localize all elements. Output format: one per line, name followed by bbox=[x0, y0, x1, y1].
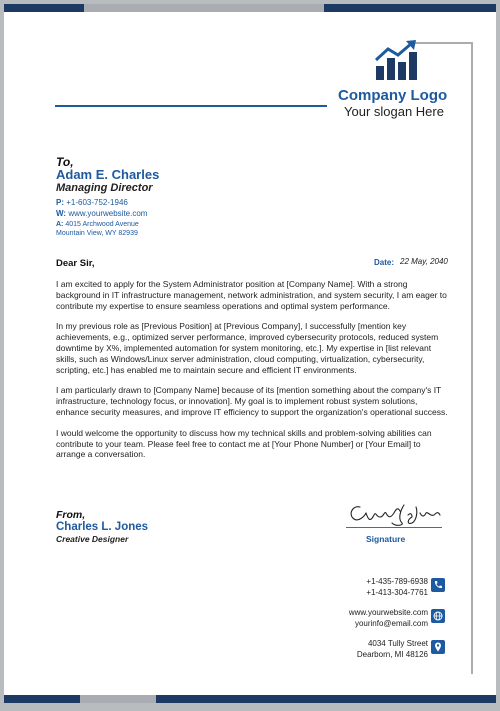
company-logo-name: Company Logo bbox=[338, 87, 448, 104]
recipient-address: A: 4015 Archwood Avenue Mountain View, WY 82939 bbox=[56, 221, 139, 237]
recipient-name: Adam E. Charles bbox=[56, 167, 160, 182]
frame-line-vertical bbox=[471, 42, 473, 674]
closing: From, bbox=[56, 509, 86, 521]
bar-chart-trend-icon bbox=[374, 40, 418, 87]
bottom-color-bar bbox=[4, 695, 496, 703]
top-color-bar bbox=[4, 4, 496, 12]
recipient-phone: P: +1-603-752-1946 bbox=[56, 198, 128, 207]
contact-email: yourinfo@email.com bbox=[354, 619, 428, 628]
contact-address bbox=[357, 638, 428, 660]
frame-line-horizontal bbox=[414, 42, 473, 44]
sender-name: Charles L. Jones bbox=[56, 521, 149, 533]
letterhead-page bbox=[4, 4, 496, 703]
contact-website: www.yourwebsite.com bbox=[348, 608, 428, 617]
body-paragraph: I would welcome the opportunity to discuss how my technical skills and problem-solving abilities can contribute to your team. Please feel free to contact me at [Your Phone Number] or [Your Email] to arrange a conversation. bbox=[56, 427, 432, 460]
body-paragraph: I am excited to apply for the System Administrator position at [Company Name]. With a strong background in IT infrastructure management, network administration, and system security, I am eager to contribute my expertise to ensure seamless operations and optimal system performance. bbox=[56, 279, 447, 311]
contact-address-line2: Dearborn, MI 48126 bbox=[356, 650, 428, 659]
body-paragraph: I am particularly drawn to [Company Name] because of its [mention something about the company's IT infrastructure, technology focus, or innovation]. My goal is to implement robust system solutions, enhance security measures, and improve IT efficiency to support the organization's operational success. bbox=[56, 385, 448, 417]
date-label: Date: bbox=[374, 258, 395, 267]
contact-phone-2: +1-413-304-7761 bbox=[366, 588, 428, 597]
contact-phones bbox=[366, 576, 428, 598]
header-rule bbox=[55, 105, 327, 107]
globe-mail-icon bbox=[431, 609, 445, 623]
date-value: 22 May, 2040 bbox=[400, 257, 448, 266]
recipient-salutation: To, bbox=[56, 155, 74, 169]
greeting: Dear Sir, bbox=[56, 258, 95, 269]
phone-icon bbox=[431, 578, 445, 592]
letter-body bbox=[56, 279, 448, 470]
contact-address-line1: 4034 Tully Street bbox=[367, 639, 428, 648]
sender-title: Creative Designer bbox=[56, 534, 129, 544]
company-slogan: Your slogan Here bbox=[344, 104, 444, 119]
contact-phone-1: +1-435-789-6938 bbox=[366, 577, 428, 586]
contact-online bbox=[349, 607, 428, 629]
recipient-title: Managing Director bbox=[56, 182, 153, 194]
signature-label: Signature bbox=[366, 534, 406, 544]
location-pin-icon bbox=[431, 640, 445, 654]
recipient-website: W: www.yourwebsite.com bbox=[56, 209, 148, 218]
body-paragraph: In my previous role as [Previous Position] at [Previous Company], I successfully [mention key achievements, e.g., optimized server performance, improved cybersecurity protocols, reduced system downtime by X%, implemented automation for system monitoring, etc.]. My expertise in [list relevant skills, such as Windows/Linux server administration, cloud computing, virtualization, cybersecurity, scripting, etc.] has enabled me to maintain secure and efficient IT environments. bbox=[56, 321, 439, 375]
signature-line bbox=[346, 527, 442, 528]
handwritten-signature bbox=[346, 501, 446, 534]
